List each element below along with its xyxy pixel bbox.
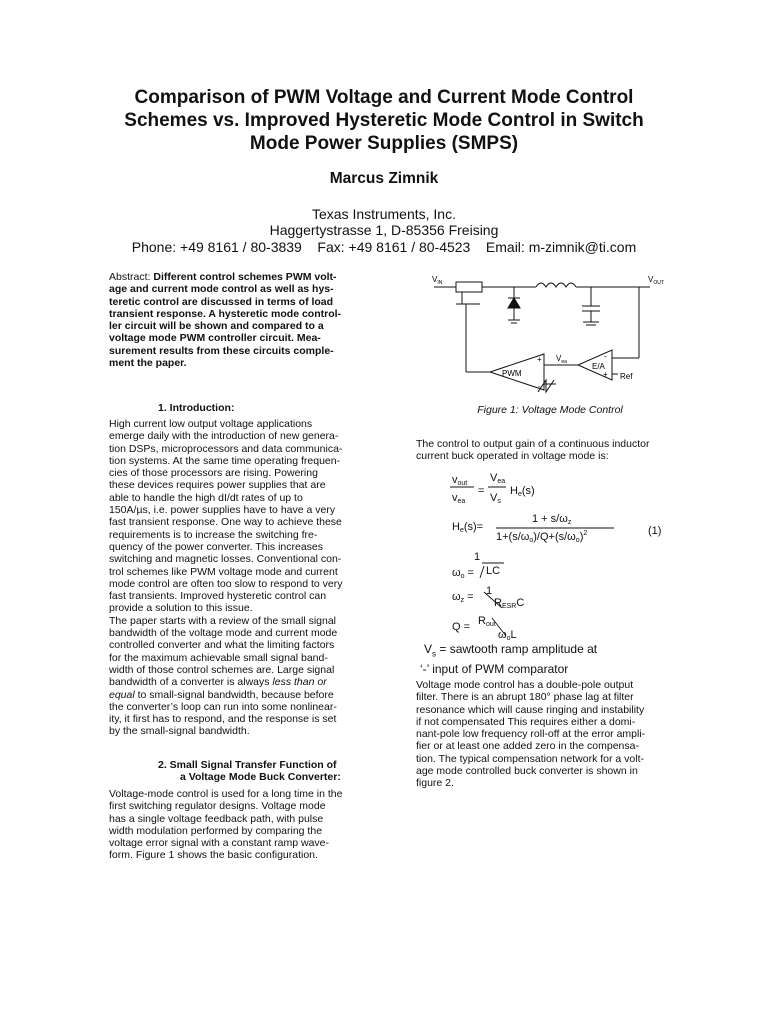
ea-plus: + [603, 370, 608, 379]
s1-line: requirements is to increase the switching fre- [109, 528, 318, 541]
s1-line: fast transient response. One way to achieve these [109, 516, 342, 529]
contact-line [0, 239, 768, 255]
vout-label: $V_{OUT}$ [648, 275, 664, 286]
section-2-body [109, 788, 371, 862]
s1-line: the converter’s loop can run into some nonlinear- [109, 700, 337, 713]
ref-label: Ref [620, 372, 633, 381]
ea-label: E/A [592, 362, 605, 371]
eq4-den: RESRC [494, 597, 525, 610]
eq1-equals: = [478, 485, 485, 497]
eq-number: (1) [648, 525, 662, 537]
s1-line: width of those control schemes are. Large signal [109, 663, 335, 676]
eq1-lhs-den: vea [452, 492, 466, 505]
section-2-heading [158, 759, 341, 784]
title-line-1: Comparison of PWM Voltage and Current Mode Control [134, 87, 634, 108]
abstract-line-6: voltage mode PWM controller circuit. Mea- [109, 332, 321, 345]
s1-line: bandwidth of the voltage mode and current mode [109, 627, 338, 640]
intro-line: current buck operated in voltage mode is: [416, 450, 609, 463]
s1-line: for the maximum achievable small signal band- [109, 651, 328, 664]
abstract-line-4: transient response. A hysteretic mode control- [109, 307, 342, 320]
vs-definition: $V_s$ = sawtooth ramp amplitude at [424, 642, 598, 659]
s1-line: High current low output voltage applications [109, 418, 313, 430]
s1-line: cies of those processors are rising. Powering [109, 467, 318, 480]
diode-icon [508, 298, 520, 308]
vs-definition-2: ‘-’ input of PWM comparator [420, 662, 569, 676]
s1-line: tion DSPs, microprocessors and data communica- [109, 442, 343, 455]
eq1-rhs-num: Vea [490, 472, 506, 485]
s1-line: able to handle the high dI/dt rates of up to [109, 491, 303, 504]
s2-line: width modulation performed by comparing the [109, 824, 323, 837]
right-line: Voltage mode control has a double-pole output [416, 679, 634, 691]
s1-line: these devices requires power supplies that are [109, 479, 326, 492]
ea-minus: - [604, 352, 607, 361]
abstract [109, 271, 371, 369]
pwm-plus: + [537, 355, 542, 364]
s1-line: controlled converter and what the limiting factors [109, 639, 335, 652]
s1-line: 150A/µs, i.e. power supplies have to have a very [109, 504, 336, 517]
abstract-line-5: ler circuit will be shown and compared to a [109, 320, 324, 333]
s1-line: quency of the power converter. This increases [109, 540, 324, 553]
paper-title [60, 86, 708, 155]
s1-line-22: bandwidth of a converter is always less than or [109, 676, 327, 689]
eq3-lhs: ωo = [452, 567, 474, 580]
eq3-num: 1 [474, 551, 481, 563]
right-body [416, 679, 680, 790]
abstract-line-2: age and current mode control as well as hys- [109, 283, 334, 296]
gain-intro [416, 438, 680, 463]
s1-line: by the small-signal bandwidth. [109, 725, 250, 738]
s1-line: provide a solution to this issue. [109, 602, 253, 615]
pwm-label: PWM [502, 369, 522, 378]
s2-line: first switching regulator designs. Voltage mode [109, 800, 326, 813]
eq5-num: Rout [478, 615, 496, 628]
eq5-den: ωoL [498, 629, 517, 642]
inductor [536, 283, 576, 287]
s1-line: trol schemes like PWM voltage mode and current [109, 565, 338, 578]
address: Haggertystrasse 1, D-85356 Freising [269, 222, 499, 238]
right-line: nant-pole low frequency roll-off at the error ampli- [416, 728, 646, 741]
right-line: filter. There is an abrupt 180° phase lag at filter [416, 691, 634, 704]
switch-fet [456, 282, 482, 292]
section-2-heading-line-2: a Voltage Mode Buck Converter: [180, 771, 341, 784]
figure-1-circuit [420, 268, 680, 398]
contact-text: Phone: +49 8161 / 80-3839 Fax: +49 8161 / 80-4523 Email: m-zimnik@ti.com [131, 239, 637, 255]
s2-line: Voltage-mode control is used for a long time in the [109, 788, 343, 800]
right-line: fier or at least one added zero in the compensa- [416, 740, 639, 753]
s1-line-23: equal to small-signal bandwidth, because before [109, 688, 334, 701]
eq2-num: 1 + s/ωz [532, 513, 572, 526]
s1-line: mode control are often too slow to respond to very [109, 577, 343, 590]
eq3-den: LC [486, 565, 501, 577]
section-1-body [109, 418, 371, 738]
abstract-line-3: teretic control are discussed in terms of load [109, 295, 334, 308]
abstract-line-1: Different control schemes PWM volt- [153, 271, 337, 283]
s1-line: ity, it first has to respond, and the response is set [109, 713, 337, 726]
right-line: figure 2. [416, 777, 454, 790]
pwm-minus: - [538, 382, 541, 391]
eq2-lhs: He(s)= [452, 521, 484, 534]
s1-line: emerge daily with the introduction of new genera- [109, 430, 339, 443]
section-2-heading-line-1: 2. Small Signal Transfer Function of [158, 759, 337, 771]
s1-line: tion systems. At the same time operating frequen- [109, 454, 341, 467]
section-1-heading: 1. Introduction: [158, 402, 235, 414]
eq4-num: 1 [486, 585, 493, 597]
eq1-lhs-num: vout [452, 474, 468, 487]
eq5-lhs: Q = [452, 621, 471, 633]
s2-line: form. Figure 1 shows the basic configuration. [109, 849, 318, 862]
vin-label: $V_{IN}$ [432, 275, 443, 286]
intro-line: The control to output gain of a continuous inductor [416, 438, 650, 450]
eq1-tail: He(s) [510, 485, 535, 498]
equations [444, 470, 684, 670]
eq2-den: $1+(s/\omega o)/Q+(s/\omega o)^2$ [496, 530, 588, 544]
s1-line: switching and magnetic losses. Conventional con- [109, 553, 342, 566]
right-line: resonance which will cause ringing and instability [416, 703, 645, 716]
abstract-label: Abstract: [109, 271, 151, 283]
abstract-line-7: surement results from these circuits comple- [109, 344, 334, 357]
title-line-2: Schemes vs. Improved Hysteretic Mode Control in Switch [124, 110, 644, 131]
author-name: Marcus Zimnik [329, 170, 439, 187]
title-line-3: Mode Power Supplies (SMPS) [249, 133, 519, 154]
right-line: tion. The typical compensation network for a volt- [416, 752, 645, 765]
s2-line: voltage error signal with a constant ramp wave- [109, 837, 330, 850]
vea-label: $V_{ea}$ [556, 354, 567, 365]
right-line: age mode controlled buck converter is shown in [416, 765, 638, 778]
abstract-line-8: ment the paper. [109, 357, 187, 370]
figure-1-caption: Figure 1: Voltage Mode Control [477, 404, 623, 416]
s1-line: The paper starts with a review of the small signal [109, 614, 337, 627]
s1-line: fast transients. Improved hysteretic control can [109, 590, 327, 603]
eq1-rhs-den: Vs [490, 492, 501, 505]
eq4-lhs: ωz = [452, 591, 474, 604]
s2-line: has a single voltage feedback path, with pulse [109, 812, 324, 825]
right-line: if not compensated This requires either a domi- [416, 715, 636, 728]
affiliation: Texas Instruments, Inc. [312, 206, 456, 222]
